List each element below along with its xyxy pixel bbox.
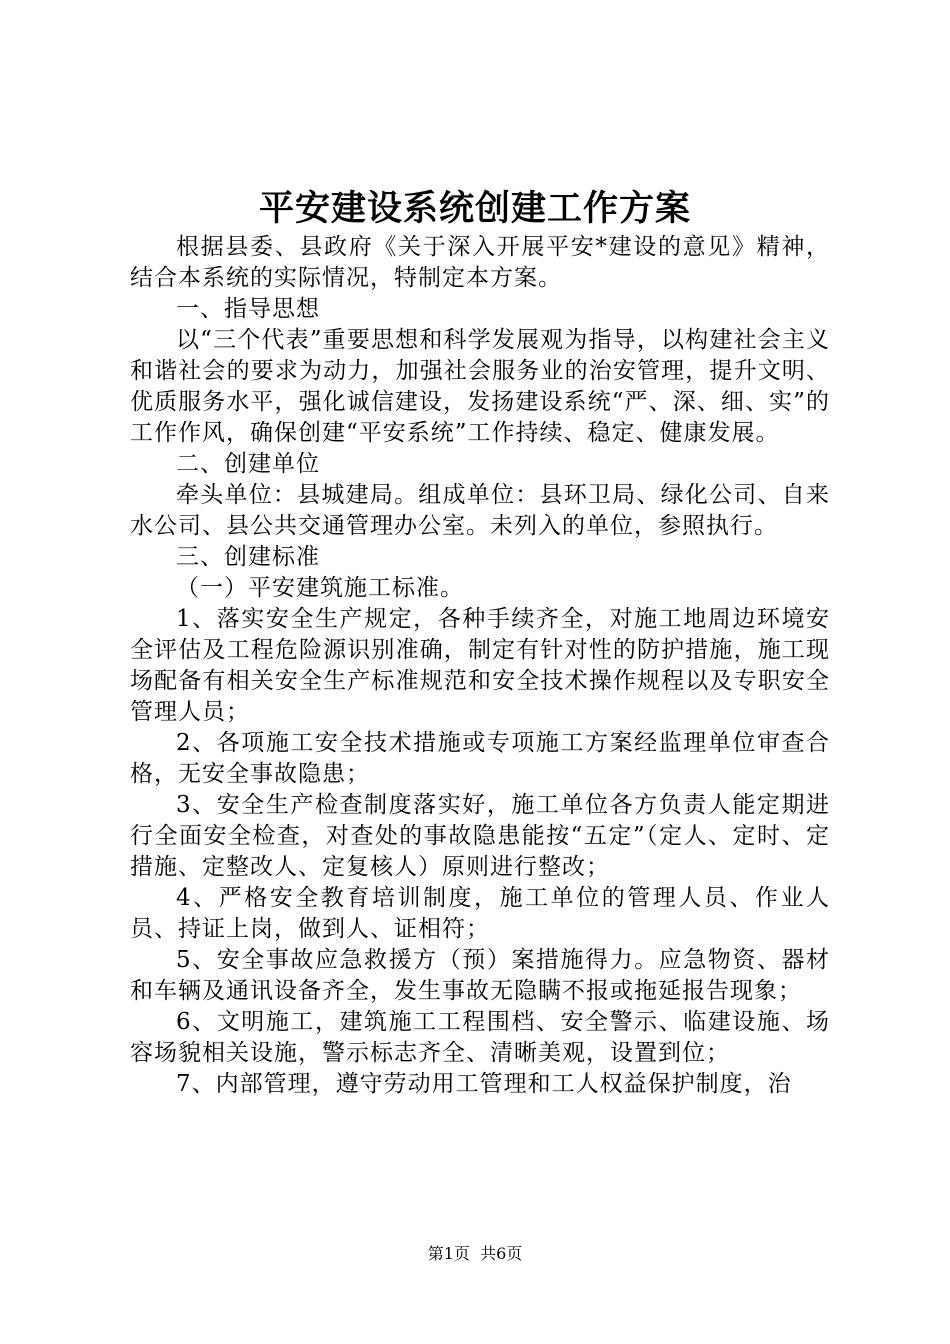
list-item-5: 5、安全事故应急救援方（预）案措施得力。应急物资、器材和车辆及通讯设备齐全，发生事故无隐瞒不报或拖延报告现象； <box>130 947 830 1004</box>
section-heading-units: 二、创建单位 <box>176 451 320 477</box>
list-item-3: 3、安全生产检查制度落实好，施工单位各方负责人能定期进行全面安全检查，对查处的事故隐患能按“五定”（定人、定时、定措施、定整改人、定复核人）原则进行整改； <box>130 792 830 880</box>
document-body <box>130 232 830 1100</box>
page-total: 共6页 <box>480 1244 523 1263</box>
list-item-2: 2、各项施工安全技术措施或专项施工方案经监理单位审查合格，无安全事故隐患； <box>130 730 830 787</box>
subsection-heading-construction: （一）平安建筑施工标准。 <box>176 575 464 601</box>
list-item-1: 1、落实安全生产规定，各种手续齐全，对施工地周边环境安全评估及工程危险源识别准确，制定有针对性的防护措施，施工现场配备有相关安全生产标准规范和安全技术操作规程以及专职安全管理人员； <box>130 606 830 725</box>
list-item-6: 6、文明施工，建筑施工工程围档、安全警示、临建设施、场容场貌相关设施，警示标志齐全、清晰美观，设置到位； <box>130 1009 830 1066</box>
section-heading-guiding-ideology: 一、指导思想 <box>176 296 320 322</box>
paragraph-guiding-ideology: 以“三个代表”重要思想和科学发展观为指导，以构建社会主义和谐社会的要求为动力，加强社会服务业的治安管理，提升文明、优质服务水平，强化诚信建设，发扬建设系统“严、深、细、实”的工作作风，确保创建“平安系统”工作持续、稳定、健康发展。 <box>130 327 830 446</box>
paragraph-intro: 根据县委、县政府《关于深入开展平安*建设的意见》精神，结合本系统的实际情况，特制定本方案。 <box>130 234 830 291</box>
list-item-4: 4、严格安全教育培训制度，施工单位的管理人员、作业人员、持证上岗，做到人、证相符； <box>130 885 830 942</box>
document-title: 平安建设系统创建工作方案 <box>258 188 691 229</box>
page-number: 第1页 <box>427 1244 470 1263</box>
list-item-7: 7、内部管理，遵守劳动用工管理和工人权益保护制度，治 <box>176 1071 792 1097</box>
section-heading-standards: 三、创建标准 <box>176 544 320 570</box>
paragraph-units: 牵头单位：县城建局。组成单位：县环卫局、绿化公司、自来水公司、县公共交通管理办公室。未列入的单位，参照执行。 <box>130 482 830 539</box>
page-footer <box>0 1244 950 1264</box>
